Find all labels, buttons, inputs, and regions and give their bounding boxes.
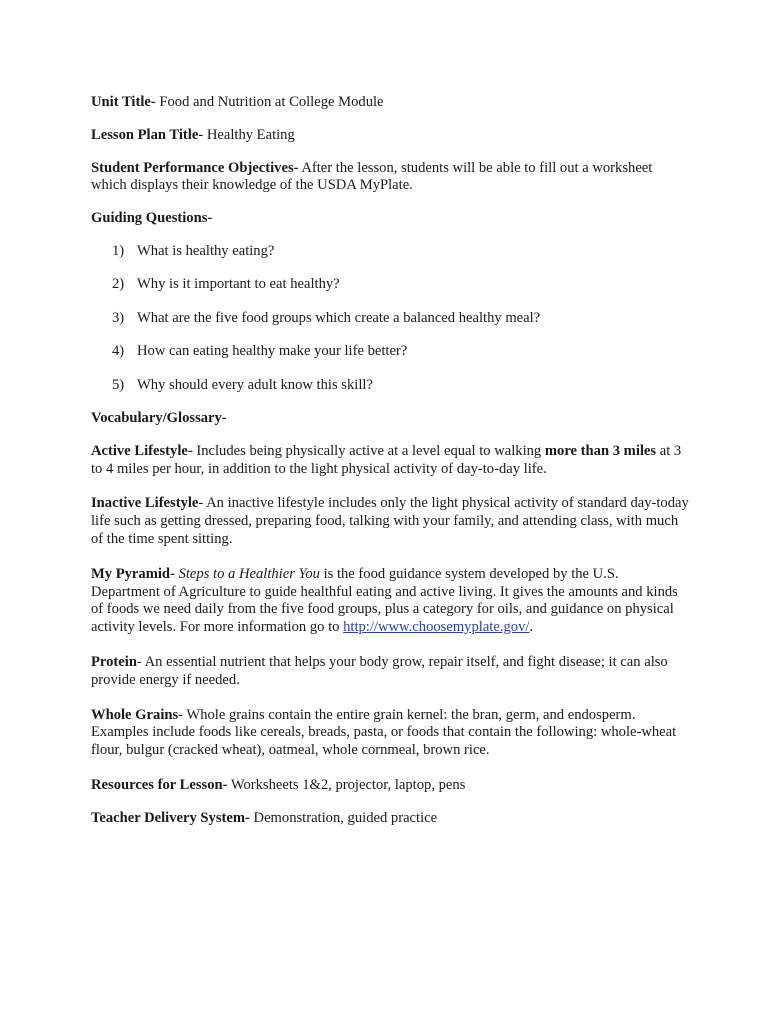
protein-text: - An essential nutrient that helps your body grow, repair itself, and fight disease; it can also provide energy if needed.: [91, 653, 668, 688]
whole-grains-definition: [91, 707, 691, 760]
my-pyramid-text: is the food guidance system developed by the U.S. Department of Agriculture to guide healthful eating and active living. It gives the amounts and kinds of foods we need daily from the five food groups, plus a category for oils, and guidance on physical activity levels. For more information go to: [91, 565, 678, 636]
objectives-text: After the lesson, students will be able to fill out a worksheet which displays their knowledge of the USDA MyPlate.: [91, 159, 653, 194]
whole-grains-term: Whole Grains: [91, 706, 179, 723]
question-text: Why is it important to eat healthy?: [137, 276, 340, 293]
resources-value: Worksheets 1&2, projector, laptop, pens: [227, 776, 466, 793]
question-number: 5): [112, 376, 125, 393]
list-item: [91, 243, 691, 261]
inactive-lifestyle-text: - An inactive lifestyle includes only the light physical activity of standard day-today life such as getting dressed, preparing food, talking with your family, and attending class, with much of the time spent sitting.: [91, 495, 689, 547]
protein-definition: [91, 654, 691, 690]
list-item: [91, 276, 691, 294]
document-page: [91, 94, 691, 842]
unit-title-label: Unit Title-: [91, 94, 156, 110]
active-lifestyle-text-cont: at 3 to 4 miles per hour, in addition to the light physical activity of day-to-day life.: [91, 442, 682, 477]
objectives-paragraph: [91, 160, 691, 196]
question-text: What are the five food groups which create a balanced healthy meal?: [137, 309, 541, 326]
protein-term: Protein: [91, 653, 137, 670]
resources-label: Resources for Lesson-: [91, 776, 228, 793]
choosemyplate-link[interactable]: http://www.choosemyplate.gov/: [343, 619, 530, 636]
inactive-lifestyle-term: Inactive Lifestyle: [91, 495, 199, 512]
active-lifestyle-text: - Includes being physically active at a level equal to walking: [187, 442, 545, 459]
guiding-questions-heading: [91, 210, 691, 228]
question-text: What is healthy eating?: [137, 242, 275, 259]
question-number: 4): [112, 343, 125, 360]
my-pyramid-tagline: Steps to a Healthier You: [178, 565, 320, 582]
my-pyramid-term: My Pyramid-: [91, 565, 175, 582]
delivery-value: Demonstration, guided practice: [249, 809, 438, 826]
question-text: How can eating healthy make your life better?: [137, 343, 408, 360]
vocabulary-label: Vocabulary/Glossary-: [91, 409, 227, 426]
active-lifestyle-emphasis: more than 3 miles: [544, 442, 657, 459]
inactive-lifestyle-definition: [91, 495, 691, 548]
unit-title-line: [91, 94, 691, 112]
active-lifestyle-definition: [91, 443, 691, 479]
guiding-questions-list: [91, 243, 691, 394]
question-number: 2): [112, 276, 125, 293]
vocabulary-heading: [91, 410, 691, 428]
lesson-plan-title-line: [91, 127, 691, 145]
delivery-line: [91, 810, 691, 828]
whole-grains-text: - Whole grains contain the entire grain kernel: the bran, germ, and endosperm. Examples include foods like cereals, breads, pasta, or foods that contain the following: whole-wheat flour, bulgur (cracked wheat), oatmeal, whole cornmeal, brown rice.: [91, 706, 677, 759]
list-item: [91, 377, 691, 395]
guiding-questions-label: Guiding Questions-: [91, 210, 213, 227]
question-number: 1): [112, 242, 125, 259]
delivery-label: Teacher Delivery System-: [91, 809, 250, 826]
my-pyramid-period: .: [529, 619, 534, 636]
resources-line: [91, 777, 691, 795]
list-item: [91, 310, 691, 328]
list-item: [91, 343, 691, 361]
lesson-plan-title-label: Lesson Plan Title-: [91, 126, 204, 143]
my-pyramid-definition: [91, 566, 691, 637]
active-lifestyle-term: Active Lifestyle: [91, 442, 188, 459]
question-text: Why should every adult know this skill?: [137, 376, 373, 393]
objectives-label: Student Performance Objectives-: [91, 159, 299, 176]
lesson-plan-title-value: Healthy Eating: [203, 126, 295, 143]
question-number: 3): [112, 309, 125, 326]
unit-title-value: Food and Nutrition at College Module: [155, 94, 384, 110]
